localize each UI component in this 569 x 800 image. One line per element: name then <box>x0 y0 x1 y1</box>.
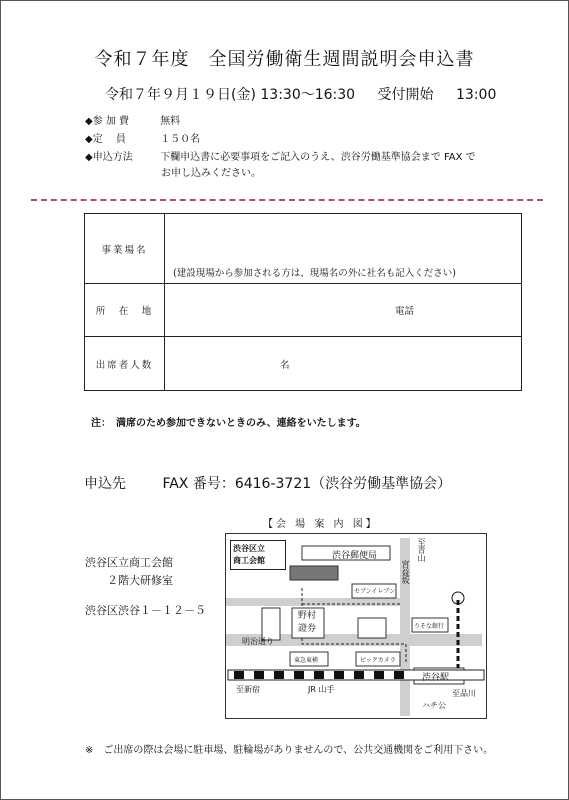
form-label-company: 事業場名 <box>85 214 165 284</box>
info-value: １５０名 <box>160 134 201 145</box>
reception-label: 受付開始 <box>377 87 434 103</box>
map-callout: 渋谷区立 商工会館 <box>230 540 286 570</box>
attendees-field[interactable] <box>165 337 522 391</box>
info-value: 無料 <box>160 116 181 127</box>
map-post-office: 渋谷郵便局 <box>332 551 378 561</box>
map-resona: りそな銀行 <box>414 623 445 630</box>
venue-map <box>225 533 487 719</box>
map-miyamasuzaka: 宮益坂 <box>401 560 410 584</box>
event-dateline <box>105 84 496 104</box>
info-method <box>85 148 476 163</box>
page-title: 令和７年度 全国労働衛生週間説明会申込書 <box>94 49 475 70</box>
attendees-unit: 名 <box>280 359 290 371</box>
map-hachiko: ハチ公 <box>422 701 446 710</box>
venue-building <box>290 566 338 580</box>
company-field[interactable] <box>165 214 522 284</box>
map-title: 【会 場 案 内 図】 <box>263 519 379 530</box>
venue-name: 渋谷区立商工会館 <box>85 556 173 569</box>
info-fee <box>85 112 180 127</box>
info-capacity <box>85 130 200 145</box>
info-label: ◆参 加 費 <box>85 116 130 127</box>
map-meiji-dori: 明治通り <box>242 637 274 646</box>
map-bic-camera: ビックカメラ <box>360 657 396 664</box>
form-label-address: 所 在 地 <box>85 284 165 337</box>
address-field[interactable] <box>165 284 522 337</box>
venue-room: ２階大研修室 <box>107 574 173 587</box>
form-label-attendees: 出席者人数 <box>85 337 165 391</box>
submit-label: 申込先 <box>84 476 126 492</box>
map-tokyu: 東急東横 <box>294 657 319 664</box>
map-nomura: 野村 證券 <box>298 611 317 634</box>
notice-text: 注： 満席のため参加できないときのみ、連絡をいたします。 <box>91 418 366 429</box>
info-label: ◆申込方法 <box>85 152 133 163</box>
submit-info <box>84 473 451 493</box>
railway-ties <box>234 671 404 679</box>
venue-address: 渋谷区渋谷１－１２－５ <box>85 604 206 617</box>
event-time: 13:30～16:30 <box>260 87 356 103</box>
fax-number: FAX 番号：6416-3721（渋谷労働基準協会） <box>162 476 452 492</box>
map-seven-eleven: セブンイレブン <box>354 588 396 595</box>
transport-notice: ※ ご出席の際は会場に駐車場、駐輪場がありませんので、公共交通機関をご利用下さい。 <box>85 745 494 756</box>
reception-time: 13:00 <box>456 87 497 103</box>
map-shibuya-station: 渋谷駅 <box>422 673 450 683</box>
block-building <box>358 618 386 638</box>
info-method-continued: お申し込みください。 <box>161 168 261 179</box>
map-jr-yamanote: JR 山手 <box>308 685 335 694</box>
map-to-shinjuku: 至新宿 <box>236 685 260 694</box>
info-value: 下欄申込書に必要事項をご記入のうえ、渋谷労働基準協会まで FAX で <box>160 152 476 163</box>
map-to-shinagawa: 至品川 <box>452 689 476 698</box>
map-aoyama: 至青山 <box>417 538 426 562</box>
event-date: 令和７年９月１９日(金) <box>105 87 256 103</box>
application-form-table <box>84 213 522 391</box>
cut-line <box>31 199 543 201</box>
info-label: ◆定 員 <box>85 134 126 145</box>
road-upper <box>226 598 406 606</box>
company-field-note: (建設現場から参加される方は、現場名の外に社名も記入ください) <box>173 268 456 279</box>
phone-label: 電話 <box>395 306 415 317</box>
